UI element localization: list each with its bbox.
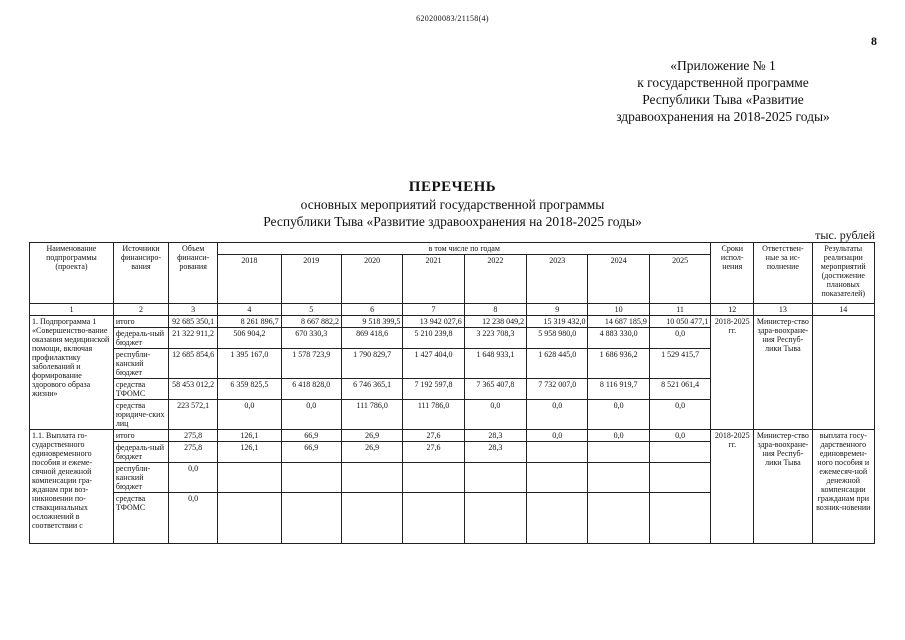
volume-cell: 0,0 bbox=[169, 463, 218, 493]
year-value: 8 116 919,7 bbox=[588, 379, 649, 400]
year-value: 5 210 239,8 bbox=[403, 328, 464, 349]
year-value: 1 686 936,2 bbox=[588, 349, 649, 379]
source-cell: средства ТФОМС bbox=[113, 493, 168, 544]
header-results: Результаты реализации мероприятий (достижение плановых показателей) bbox=[812, 243, 874, 304]
year-value bbox=[588, 463, 649, 493]
appendix-note bbox=[593, 57, 853, 125]
header-year: 2021 bbox=[403, 255, 464, 304]
year-value: 66,9 bbox=[281, 442, 341, 463]
year-value bbox=[341, 463, 402, 493]
year-value bbox=[649, 442, 710, 463]
source-cell: федераль-ный бюджет bbox=[113, 328, 168, 349]
year-value: 14 687 185,9 bbox=[588, 316, 649, 328]
source-cell: итого bbox=[113, 430, 168, 442]
volume-cell: 0,0 bbox=[169, 493, 218, 544]
year-value bbox=[341, 493, 402, 544]
year-value: 6 746 365,1 bbox=[341, 379, 402, 400]
source-cell: республи-канский бюджет bbox=[113, 349, 168, 379]
year-value: 5 958 980,0 bbox=[527, 328, 588, 349]
year-value bbox=[403, 463, 464, 493]
column-number: 9 bbox=[527, 304, 588, 316]
document-title: ПЕРЕЧЕНЬ bbox=[408, 179, 497, 195]
year-value: 670 330,3 bbox=[281, 328, 341, 349]
column-number: 4 bbox=[218, 304, 281, 316]
header-year: 2022 bbox=[464, 255, 526, 304]
source-cell: республи-канский бюджет bbox=[113, 463, 168, 493]
header-deadline: Сроки испол-нения bbox=[711, 243, 754, 304]
year-value: 13 942 027,6 bbox=[403, 316, 464, 328]
year-value: 4 883 330,0 bbox=[588, 328, 649, 349]
year-value: 7 192 597,8 bbox=[403, 379, 464, 400]
year-value: 1 790 829,7 bbox=[341, 349, 402, 379]
document-id: 620200083/21158(4) bbox=[416, 14, 489, 23]
year-value: 0,0 bbox=[588, 400, 649, 430]
year-value bbox=[527, 442, 588, 463]
units-label: тыс. рублей bbox=[815, 228, 875, 242]
year-value bbox=[588, 493, 649, 544]
year-value bbox=[218, 493, 281, 544]
year-value: 0,0 bbox=[649, 400, 710, 430]
year-value bbox=[464, 463, 526, 493]
year-value bbox=[527, 463, 588, 493]
year-value: 15 319 432,0 bbox=[527, 316, 588, 328]
column-number: 3 bbox=[169, 304, 218, 316]
activity-name: 1.1. Выплата го-сударственного единовременного пособия и ежеме-сячной денежной компенсации гра-жданам при воз-никновении по-ствакцинальных осложнений в соответствии с bbox=[30, 430, 114, 544]
year-value: 26,9 bbox=[341, 430, 402, 442]
volume-cell: 92 685 350,1 bbox=[169, 316, 218, 328]
header-responsible: Ответствен-ные за ис-полнение bbox=[754, 243, 812, 304]
year-value: 1 395 167,0 bbox=[218, 349, 281, 379]
year-value bbox=[403, 493, 464, 544]
volume-cell: 12 685 854,6 bbox=[169, 349, 218, 379]
appendix-line: Республики Тыва «Развитие bbox=[642, 92, 804, 107]
responsible-cell: Министер-ство здра-воохране-ния Респуб-лики Тыва bbox=[754, 316, 812, 430]
responsible-cell: Министер-ство здра-воохране-ния Респуб-лики Тыва bbox=[754, 430, 812, 544]
year-value bbox=[649, 493, 710, 544]
column-number: 7 bbox=[403, 304, 464, 316]
table-header-row bbox=[30, 243, 875, 255]
year-value: 28,3 bbox=[464, 430, 526, 442]
column-number: 13 bbox=[754, 304, 812, 316]
year-value: 0,0 bbox=[218, 400, 281, 430]
year-value: 7 365 407,8 bbox=[464, 379, 526, 400]
column-number: 8 bbox=[464, 304, 526, 316]
column-number: 11 bbox=[649, 304, 710, 316]
year-value: 10 050 477,1 bbox=[649, 316, 710, 328]
year-value: 7 732 007,0 bbox=[527, 379, 588, 400]
column-number: 2 bbox=[113, 304, 168, 316]
column-number: 6 bbox=[341, 304, 402, 316]
year-value: 0,0 bbox=[527, 430, 588, 442]
page-number: 8 bbox=[871, 34, 877, 48]
column-number: 12 bbox=[711, 304, 754, 316]
results-cell: выплата госу-дарственного единовремен-ного пособия и ежемесяч-ной денежной компенсации гражданам при возник-новении bbox=[812, 430, 874, 544]
header-including: в том числе по годам bbox=[218, 243, 711, 255]
year-value: 6 418 828,0 bbox=[281, 379, 341, 400]
year-value: 111 786,0 bbox=[403, 400, 464, 430]
year-value: 0,0 bbox=[464, 400, 526, 430]
year-value: 1 427 404,0 bbox=[403, 349, 464, 379]
source-cell: федераль-ный бюджет bbox=[113, 442, 168, 463]
header-name: Наименование подпрограммы (проекта) bbox=[30, 243, 114, 304]
year-value bbox=[649, 463, 710, 493]
year-value bbox=[527, 493, 588, 544]
year-value: 1 578 723,9 bbox=[281, 349, 341, 379]
column-number: 14 bbox=[812, 304, 874, 316]
year-value: 0,0 bbox=[281, 400, 341, 430]
column-number: 10 bbox=[588, 304, 649, 316]
year-value: 869 418,6 bbox=[341, 328, 402, 349]
volume-cell: 58 453 012,2 bbox=[169, 379, 218, 400]
activities-table bbox=[29, 242, 875, 544]
year-value: 126,1 bbox=[218, 430, 281, 442]
year-value: 28,3 bbox=[464, 442, 526, 463]
year-value: 111 786,0 bbox=[341, 400, 402, 430]
year-value: 1 529 415,7 bbox=[649, 349, 710, 379]
year-value: 27,6 bbox=[403, 430, 464, 442]
results-cell bbox=[812, 316, 874, 430]
year-value bbox=[281, 493, 341, 544]
year-value: 506 904,2 bbox=[218, 328, 281, 349]
year-value: 0,0 bbox=[649, 430, 710, 442]
header-year: 2019 bbox=[281, 255, 341, 304]
volume-cell: 21 322 911,2 bbox=[169, 328, 218, 349]
appendix-line: здравоохранения на 2018-2025 годы» bbox=[616, 109, 830, 124]
year-value bbox=[588, 442, 649, 463]
year-value: 12 238 049,2 bbox=[464, 316, 526, 328]
source-cell: итого bbox=[113, 316, 168, 328]
header-year: 2025 bbox=[649, 255, 710, 304]
subtitle-line: Республики Тыва «Развитие здравоохранения на 2018-2025 годы» bbox=[263, 214, 642, 229]
column-number: 1 bbox=[30, 304, 114, 316]
year-value: 0,0 bbox=[649, 328, 710, 349]
year-value: 1 648 933,1 bbox=[464, 349, 526, 379]
year-value: 126,1 bbox=[218, 442, 281, 463]
header-source: Источники финансиро-вания bbox=[113, 243, 168, 304]
subprogram-name: 1. Подпрограмма 1 «Совершенство-вание оказания медицинской помощи, включая профилактику заболеваний и формирование здорового образа жизни» bbox=[30, 316, 114, 430]
year-value: 1 628 445,0 bbox=[527, 349, 588, 379]
appendix-line: к государственной программе bbox=[637, 75, 809, 90]
year-value: 8 521 061,4 bbox=[649, 379, 710, 400]
header-year: 2020 bbox=[341, 255, 402, 304]
subtitle-line: основных мероприятий государственной программы bbox=[300, 197, 605, 212]
year-value bbox=[464, 493, 526, 544]
column-number: 5 bbox=[281, 304, 341, 316]
year-value: 26,9 bbox=[341, 442, 402, 463]
volume-cell: 275,8 bbox=[169, 442, 218, 463]
column-number-row bbox=[30, 304, 875, 316]
year-value bbox=[281, 463, 341, 493]
volume-cell: 223 572,1 bbox=[169, 400, 218, 430]
source-cell: средства ТФОМС bbox=[113, 379, 168, 400]
header-year: 2023 bbox=[527, 255, 588, 304]
year-value: 0,0 bbox=[527, 400, 588, 430]
year-value: 27,6 bbox=[403, 442, 464, 463]
table-row bbox=[30, 430, 875, 442]
source-cell: средства юридиче-ских лиц bbox=[113, 400, 168, 430]
year-value: 8 667 882,2 bbox=[281, 316, 341, 328]
deadline-cell: 2018-2025 гг. bbox=[711, 316, 754, 430]
table-row bbox=[30, 316, 875, 328]
year-value: 8 261 896,7 bbox=[218, 316, 281, 328]
year-value: 66,9 bbox=[281, 430, 341, 442]
year-value: 6 359 825,5 bbox=[218, 379, 281, 400]
deadline-cell: 2018-2025 гг. bbox=[711, 430, 754, 544]
year-value bbox=[218, 463, 281, 493]
volume-cell: 275,8 bbox=[169, 430, 218, 442]
year-value: 3 223 708,3 bbox=[464, 328, 526, 349]
year-value: 0,0 bbox=[588, 430, 649, 442]
document-subtitle bbox=[0, 196, 905, 230]
appendix-line: «Приложение № 1 bbox=[670, 58, 776, 73]
header-year: 2024 bbox=[588, 255, 649, 304]
header-year: 2018 bbox=[218, 255, 281, 304]
header-volume: Объем финанси-рования bbox=[169, 243, 218, 304]
year-value: 9 518 399,5 bbox=[341, 316, 402, 328]
